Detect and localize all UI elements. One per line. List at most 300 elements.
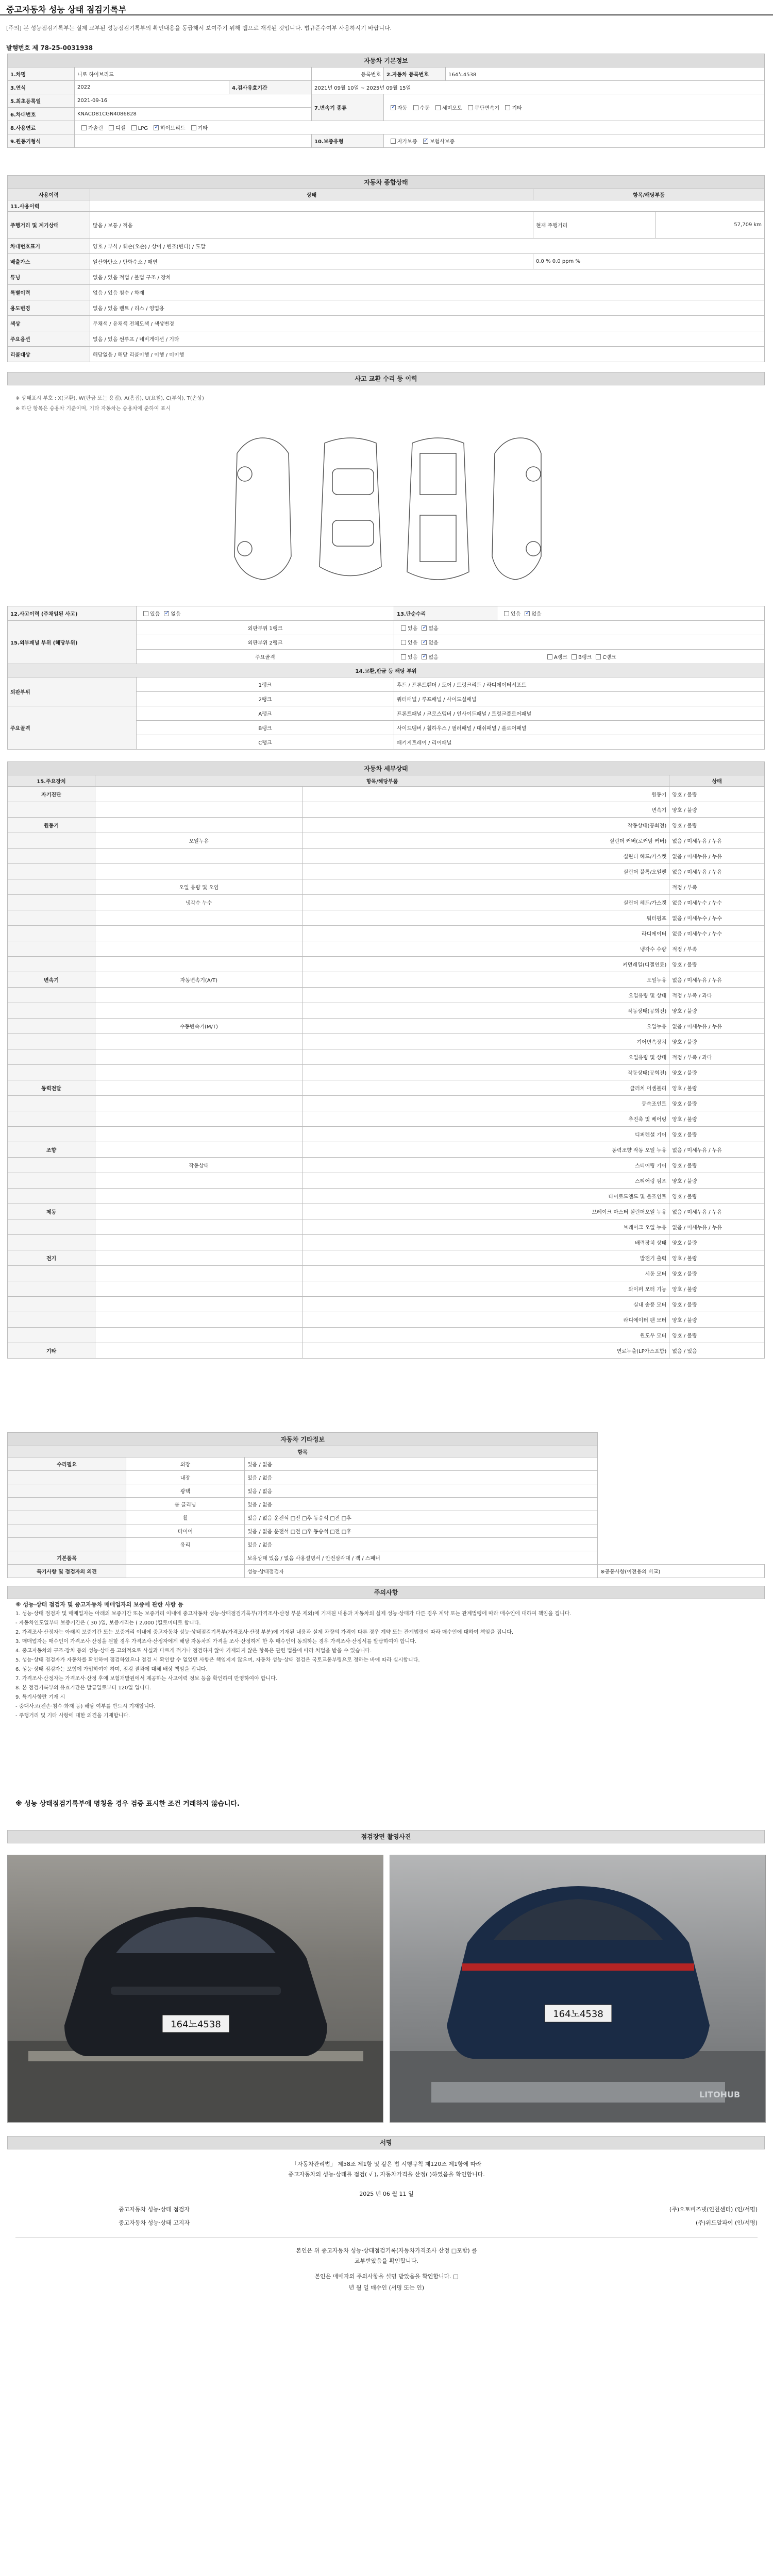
model-year-label: 3.연식: [8, 81, 75, 94]
detail-state: 없음 / 미세누수 / 누수: [669, 895, 765, 910]
other-group: 특기사항 및 점검자의 의견: [8, 1565, 126, 1578]
other-item: [126, 1565, 245, 1578]
checkbox-icon: [468, 105, 473, 110]
frame-value: 있음✓ 없음 A랭크 B랭크 C랭크: [394, 650, 765, 664]
first-reg-value: 2021-09-16: [75, 94, 312, 108]
detail-device: [8, 941, 95, 957]
car-name-label: 1.차명: [8, 67, 75, 81]
other-item: 룸 클리닝: [126, 1498, 245, 1511]
detail-group: [95, 1189, 303, 1204]
warranty-opt: 자가보증: [397, 139, 417, 145]
detail-group: 오일 유량 및 오염: [95, 879, 303, 895]
detail-row: [8, 1328, 765, 1343]
car-name-value: 니로 하이브리드: [75, 67, 312, 81]
detail-group: [95, 1328, 303, 1343]
general-row-state: [90, 200, 765, 212]
inspection-photo-rear: [390, 1855, 766, 2123]
detail-row: [8, 910, 765, 926]
section-accident-title: 사고 교환 수리 등 이력: [7, 372, 765, 385]
detail-item: 타이로드엔드 및 볼조인트: [303, 1189, 669, 1204]
simple-repair-value: 있음✓ 없음: [497, 606, 765, 621]
inspector-name: (주)오토비즈넷(인천센터) (인/서명): [669, 2206, 758, 2213]
dealer-label: 중고자동차 성능·상태 고지자: [119, 2219, 190, 2226]
checkbox-icon: [401, 640, 406, 645]
basic-info-table: [7, 54, 765, 148]
detail-group: [95, 1111, 303, 1127]
other-item: 내장: [126, 1471, 245, 1484]
outer-panel-group-label: 외판부위: [8, 677, 137, 706]
detail-row: [8, 787, 765, 802]
warning-text: ※ 성능 상태점검기록부에 명칭을 경우 검증 표시한 조건 거래하지 않습니다.: [15, 1800, 240, 1808]
checkbox-icon: [547, 654, 552, 659]
detail-state: 양호 / 불량: [669, 1111, 765, 1127]
detail-col-item: 항목/해당부품: [95, 775, 669, 787]
detail-state: 양호 / 불량: [669, 1127, 765, 1142]
reg-number-label: 등록번호: [312, 67, 384, 81]
detail-state: 양호 / 불량: [669, 818, 765, 833]
detail-item: 커먼레일(디젤연료): [303, 957, 669, 972]
other-row: [8, 1484, 765, 1498]
note-line: 5. 성능·상태 점검자가 자동차를 확인하여 점검하였으나 점검 시 확인할 수 없었던 사항은 책임지지 않으며, 자동차 성능·상태 점검은 국토교통부령으로 정하는 바에 따라 실시합니다.: [15, 1657, 420, 1663]
other-row: [8, 1524, 765, 1538]
detail-row: [8, 1250, 765, 1266]
detail-state: 없음 / 있음: [669, 1343, 765, 1359]
detail-item: 오일누유: [303, 972, 669, 988]
detail-row: [8, 849, 765, 864]
trans-opt: 자동: [397, 106, 408, 111]
note-line: - 중대사고(전손·침수·화재 등) 해당 여부를 반드시 기재합니다.: [15, 1704, 156, 1709]
detail-state: 양호 / 불량: [669, 802, 765, 818]
license-plate-rear: 164노4538: [553, 2009, 603, 2020]
other-group: [8, 1524, 126, 1538]
detail-group: [95, 1219, 303, 1235]
detail-item: 라디에이터 팬 모터: [303, 1312, 669, 1328]
legend-line-1: ※ 상태표시 부호 : X(교환), W(판금 또는 용접), A(흠집), U(요철), C(부식), T(손상): [15, 396, 204, 401]
detail-group: [95, 1080, 303, 1096]
detail-state: 없음 / 미세누유 / 누유: [669, 864, 765, 879]
rank-label: B랭크: [137, 721, 394, 735]
checkbox-icon: [391, 139, 396, 144]
detail-group: [95, 1343, 303, 1359]
rank-label: 2랭크: [137, 692, 394, 706]
other-item: 휠: [126, 1511, 245, 1524]
detail-group: [95, 926, 303, 941]
receipt-line-1: 본인은 위 중고자동차 성능·상태점검기록(자동차가격조사 산정 □포함) 를: [296, 2247, 477, 2254]
detail-item: 워터펌프: [303, 910, 669, 926]
detail-item: 실린더 블록/오일팬: [303, 864, 669, 879]
detail-state: 없음 / 미세누유 / 누유: [669, 1219, 765, 1235]
detail-device: 전기: [8, 1250, 95, 1266]
section-other-title: 자동차 기타정보: [8, 1433, 598, 1446]
warranty-options: [384, 134, 765, 148]
detail-row: [8, 1343, 765, 1359]
detail-row: [8, 895, 765, 910]
outer-rank1-value: 있음✓ 없음: [394, 621, 765, 635]
detail-state: 양호 / 불량: [669, 787, 765, 802]
other-row: [8, 1551, 765, 1565]
fuel-opt: 기타: [197, 126, 208, 131]
detail-state: 없음 / 미세누수 / 누수: [669, 926, 765, 941]
checkbox-icon: [109, 125, 114, 130]
notes-list: [15, 1601, 758, 1722]
detail-group: [95, 1266, 303, 1281]
legend-line-2: ※ 하단 항목은 승용차 기준이며, 기타 자동차는 승용차에 준하여 표시: [15, 406, 171, 412]
detail-item: 실린더 헤드/가스켓: [303, 849, 669, 864]
other-item: 타이어: [126, 1524, 245, 1538]
detail-row: [8, 1096, 765, 1111]
other-group: [8, 1511, 126, 1524]
mileage-label: 현재 주행거리: [533, 212, 656, 239]
transmission-label: 7.변속기 종류: [312, 94, 384, 121]
detail-group: 자동변속기(A/T): [95, 972, 303, 988]
other-row: [8, 1538, 765, 1551]
note-line: ※ 성능·상태 점검자 및 중고자동차 매매업자의 보증에 관한 사항 등: [15, 1601, 183, 1608]
checkbox-icon: [505, 105, 510, 110]
detail-item: 스티어링 기어: [303, 1158, 669, 1173]
detail-state: 없음 / 미세누유 / 누유: [669, 833, 765, 849]
detail-state: 없음 / 미세누유 / 누유: [669, 1019, 765, 1034]
detail-group: [95, 1003, 303, 1019]
detail-device: 동력전달: [8, 1080, 95, 1096]
other-extra: ※공통사항(이전용의 비교): [598, 1565, 765, 1578]
detail-row: [8, 1142, 765, 1158]
detail-group: [95, 910, 303, 926]
emission-value: 0.0 % 0.0 ppm %: [533, 254, 765, 269]
detail-item: 브레이크 오일 누유: [303, 1219, 669, 1235]
detail-group: [95, 1250, 303, 1266]
accident-summary-table: [7, 606, 765, 750]
detail-item: 배력장치 상태: [303, 1235, 669, 1250]
vin-label: 6.차대번호: [8, 108, 75, 121]
detail-group: 오일누유: [95, 833, 303, 849]
car-damage-diagram: [227, 433, 546, 587]
inspection-photo-front: [7, 1855, 383, 2123]
general-row-label: 차대번호표기: [8, 239, 90, 254]
frame-group-label: 주요골격: [8, 706, 137, 750]
other-group: 수리필요: [8, 1458, 126, 1471]
other-row: [8, 1458, 765, 1471]
general-row-label: 11.사용이력: [8, 200, 90, 212]
detail-row: [8, 1266, 765, 1281]
detail-row: [8, 1127, 765, 1142]
detail-row: [8, 1080, 765, 1096]
detail-state: 양호 / 불량: [669, 1080, 765, 1096]
checkbox-icon: [143, 611, 148, 616]
rank-label: A랭크: [137, 706, 394, 721]
detail-device: [8, 1003, 95, 1019]
general-row-label: 배출가스: [8, 254, 90, 269]
general-row-state: 많음 / 보통 / 적음: [90, 212, 533, 239]
a-rank-parts: 프론트패널 / 크로스멤버 / 인사이드패널 / 트렁크플로어패널: [394, 706, 765, 721]
detail-device: [8, 1312, 95, 1328]
fuel-opt: 하이브리드: [160, 126, 186, 131]
rank-label: C랭크: [137, 735, 394, 750]
detail-device: [8, 957, 95, 972]
detail-item: 실린더 헤드/가스켓: [303, 895, 669, 910]
detail-device: [8, 1111, 95, 1127]
dealer-name: (주)위드알파이 (인/서명): [695, 2219, 758, 2226]
outer-rank1-label: 외판부위 1랭크: [137, 621, 394, 635]
note-line: 6. 성능·상태 점검자는 보험에 가입하여야 하며, 점검 결과에 대해 배상 책임을 집니다.: [15, 1667, 208, 1672]
detail-device: [8, 926, 95, 941]
other-state: 보유상태 있음 / 없음 사용설명서 / 안전삼각대 / 잭 / 스패너: [245, 1551, 598, 1565]
detail-item: 추진축 및 베어링: [303, 1111, 669, 1127]
detail-device: [8, 1096, 95, 1111]
other-state: 성능·상태점검자: [245, 1565, 598, 1578]
model-year-value: 2022: [75, 81, 229, 94]
other-group: [8, 1538, 126, 1551]
detail-item: 작동상태(공회전): [303, 1003, 669, 1019]
fuel-opt: 가솔린: [88, 126, 103, 131]
detail-group: [95, 1312, 303, 1328]
detail-device: [8, 1235, 95, 1250]
detail-device: [8, 1219, 95, 1235]
other-row: [8, 1511, 765, 1524]
detail-state: 양호 / 불량: [669, 1266, 765, 1281]
checkbox-icon: [423, 139, 428, 144]
simple-repair-label: 13.단순수리: [394, 606, 497, 621]
detail-device: [8, 879, 95, 895]
note-line: - 주행거리 및 기타 사항에 대한 의견을 기재합니다.: [15, 1713, 130, 1719]
other-item: 유리: [126, 1538, 245, 1551]
detail-row: [8, 1034, 765, 1049]
checkbox-icon: [164, 611, 169, 616]
detail-item: 원동기: [303, 787, 669, 802]
detail-group: [95, 1096, 303, 1111]
other-state: 있음 / 없음: [245, 1498, 598, 1511]
other-state: 있음 / 없음 운전석 □전 □후 동승석 □전 □후: [245, 1511, 598, 1524]
checkbox-icon: [422, 625, 427, 631]
checkbox-icon: [422, 654, 427, 659]
signature-statement-1: 「자동차관리법」 제58조 제1항 및 같은 법 시행규칙 제120조 제1항에 따라: [291, 2161, 482, 2167]
detail-state: 양호 / 불량: [669, 1328, 765, 1343]
detail-row: [8, 1204, 765, 1219]
detail-group: [95, 1173, 303, 1189]
detail-item: 시동 모터: [303, 1266, 669, 1281]
detail-device: [8, 833, 95, 849]
detail-item: 브레이크 마스터 실린더오일 누유: [303, 1204, 669, 1219]
checkbox-icon: [596, 654, 601, 659]
general-row-label: 용도변경: [8, 300, 90, 316]
accident-history-label: 12.사고이력 (주채임된 사고): [8, 606, 137, 621]
detail-item: 변속기: [303, 802, 669, 818]
detail-item: 클러치 어셈블리: [303, 1080, 669, 1096]
fuel-opt: LPG: [138, 126, 148, 131]
detail-group: [95, 1034, 303, 1049]
detail-device: [8, 1127, 95, 1142]
detail-row: [8, 1065, 765, 1080]
detail-row: [8, 1049, 765, 1065]
detail-device: 조향: [8, 1142, 95, 1158]
detail-device: [8, 1065, 95, 1080]
detail-row: [8, 879, 765, 895]
detail-row: [8, 818, 765, 833]
repair-parts-title: 14.교환,판금 등 해당 부위: [8, 664, 765, 677]
general-row-state: 없음 / 있음 렌트 / 리스 / 영업용: [90, 300, 765, 316]
detail-state-table: [7, 761, 765, 1359]
detail-row: [8, 941, 765, 957]
detail-group: [95, 818, 303, 833]
title-divider: [0, 14, 773, 15]
general-row-state: 무채색 / 유채색 전체도색 / 색상변경: [90, 316, 765, 331]
detail-row: [8, 1189, 765, 1204]
fuel-options: [75, 121, 765, 134]
detail-group: [95, 941, 303, 957]
note-line: 7. 가격조사·산정자는 가격조사·산정 후에 보험개발원에서 제공하는 사고이력 정보 등을 확인하여 반영하여야 합니다.: [15, 1676, 278, 1682]
checkbox-icon: [131, 125, 137, 130]
engine-type-value: [75, 134, 312, 148]
detail-group: [95, 1065, 303, 1080]
trans-opt: 무단변속기: [474, 106, 500, 111]
signature-date: 2025 년 06 월 11 일: [359, 2191, 414, 2197]
document-title: 중고자동차 성능 상태 점검기록부: [6, 5, 127, 14]
detail-row: [8, 1312, 765, 1328]
detail-device: [8, 1173, 95, 1189]
detail-row: [8, 972, 765, 988]
detail-device: [8, 864, 95, 879]
detail-item: 스티어링 펌프: [303, 1173, 669, 1189]
note-line: 1. 성능·상태 점검자 및 매매업자는 아래의 보증기간 또는 보증거리 이내에 중고자동차 성능·상태점검기록부(가격조사·산정 부분 제외)에 기재된 내용과 자동차의 실제 성능·상태가 다른 경우 계약 또는 관계법령에 따라 매수인에 대하여 책임을 집니다.: [15, 1611, 572, 1617]
reg-number-label-2: 2.자동차 등록번호: [384, 67, 446, 81]
detail-item: 등속조인트: [303, 1096, 669, 1111]
general-row-state: 없음 / 있음 썬루프 / 네비게이션 / 기타: [90, 331, 765, 347]
detail-item: 발전기 출력: [303, 1250, 669, 1266]
checkbox-icon: [413, 105, 418, 110]
inspection-period-label: 4.검사유효기간: [229, 81, 312, 94]
detail-device: [8, 1189, 95, 1204]
detail-group: [95, 988, 303, 1003]
detail-device: 변속기: [8, 972, 95, 988]
fuel-opt: 디젤: [115, 126, 126, 131]
general-col-history: 사용이력: [8, 189, 90, 200]
section-notes-title: 주의사항: [7, 1586, 765, 1599]
detail-item: 오일유량 및 상태: [303, 1049, 669, 1065]
car-rear-photo: [390, 1855, 766, 2123]
other-row: [8, 1498, 765, 1511]
general-row-state: 없음 / 있음 적법 / 불법 구조 / 장치: [90, 269, 765, 285]
detail-row: [8, 833, 765, 849]
detail-state: 양호 / 불량: [669, 1312, 765, 1328]
detail-item: 디퍼렌셜 기어: [303, 1127, 669, 1142]
detail-row: [8, 1019, 765, 1034]
detail-col-state: 상태: [669, 775, 765, 787]
detail-device: [8, 895, 95, 910]
other-item: 광택: [126, 1484, 245, 1498]
reg-number-value: 164노4538: [446, 67, 765, 81]
other-row: [8, 1565, 765, 1578]
detail-group: [95, 1281, 303, 1297]
detail-row: [8, 1235, 765, 1250]
checkbox-icon: [525, 611, 530, 616]
checkbox-icon: [504, 611, 509, 616]
general-state-table: [7, 175, 765, 362]
detail-row: [8, 1173, 765, 1189]
general-row-state: 해당없음 / 해당 리콜이행 / 이행 / 미이행: [90, 347, 765, 362]
b-rank-parts: 사이드멤버 / 휠하우스 / 필러패널 / 대쉬패널 / 플로어패널: [394, 721, 765, 735]
checkbox-icon: [435, 105, 441, 110]
detail-state: 없음 / 미세누유 / 누유: [669, 1204, 765, 1219]
detail-device: 원동기: [8, 818, 95, 833]
general-row-label: 주요옵션: [8, 331, 90, 347]
trans-opt: 수동: [419, 106, 430, 111]
detail-state: 양호 / 불량: [669, 1281, 765, 1297]
checkbox-icon: [391, 105, 396, 110]
other-col-items: 항목: [8, 1446, 598, 1458]
detail-device: [8, 910, 95, 926]
section-photos-title: 점검장면 촬영사진: [7, 1830, 765, 1843]
general-row-label: 색상: [8, 316, 90, 331]
note-line: 4. 중고자동차의 구조·장치 등의 성능·상태를 고의적으로 사실과 다르게 적거나 점검하지 않아 기재되지 않은 항목은 관련 법률에 따라 처벌을 받을 수 있습니다.: [15, 1648, 372, 1654]
frame-label: 주요골격: [137, 650, 394, 664]
detail-item: 동력조향 작동 오일 누유: [303, 1142, 669, 1158]
detail-item: 윈도우 모터: [303, 1328, 669, 1343]
other-group: 기본품목: [8, 1551, 126, 1565]
detail-group: [95, 787, 303, 802]
detail-state: 없음 / 미세누수 / 누수: [669, 910, 765, 926]
detail-group: [95, 802, 303, 818]
outer-rank2-label: 외판부위 2랭크: [137, 635, 394, 650]
accident-history-value: 있음✓ 없음: [137, 606, 394, 621]
detail-state: 양호 / 불량: [669, 1189, 765, 1204]
detail-device: [8, 1328, 95, 1343]
other-item: [126, 1551, 245, 1565]
other-group: [8, 1471, 126, 1484]
trans-opt: 기타: [512, 106, 522, 111]
detail-device: [8, 1266, 95, 1281]
detail-group: [95, 1235, 303, 1250]
detail-state: 없음 / 미세누유 / 누유: [669, 1142, 765, 1158]
rank-label: 1랭크: [137, 677, 394, 692]
detail-device: [8, 1034, 95, 1049]
detail-state: 양호 / 불량: [669, 1297, 765, 1312]
detail-device: [8, 1297, 95, 1312]
detail-state: 양호 / 불량: [669, 1235, 765, 1250]
engine-type-label: 9.원동기형식: [8, 134, 75, 148]
checkbox-icon: [401, 654, 406, 659]
detail-group: 냉각수 누수: [95, 895, 303, 910]
checkbox-icon: [81, 125, 87, 130]
other-row: [8, 1471, 765, 1484]
other-item: 외장: [126, 1458, 245, 1471]
detail-group: [95, 864, 303, 879]
other-info-table: [7, 1432, 765, 1578]
transmission-options: [384, 94, 765, 121]
section-general-title: 자동차 종합상태: [8, 176, 765, 189]
mileage-value: 57,709 km: [655, 212, 764, 239]
note-line: - 자동차인도일부터 보증기간은 ( 30 )일, 보증거리는 ( 2,000 )킬로미터로 합니다.: [15, 1620, 201, 1626]
detail-state: 없음 / 미세누유 / 누유: [669, 972, 765, 988]
detail-row: [8, 926, 765, 941]
detail-row: [8, 1003, 765, 1019]
general-row-label: 특별이력: [8, 285, 90, 300]
detail-group: 작동상태: [95, 1158, 303, 1173]
rank2-parts: 쿼터패널 / 루프패널 / 사이드실패널: [394, 692, 765, 706]
detail-item: 냉각수 수량: [303, 941, 669, 957]
other-state: 있음 / 없음: [245, 1458, 598, 1471]
general-row-state: 없음 / 있음 침수 / 화재: [90, 285, 765, 300]
detail-row: [8, 864, 765, 879]
vin-value: KNACD81CGN4086828: [75, 108, 312, 121]
signature-statement-2: 중고자동차의 성능·상태를 점검( √ ), 자동차가격을 산정( )하였음을 확인합니다.: [288, 2171, 485, 2178]
rank1-parts: 후드 / 프론트휀더 / 도어 / 트렁크리드 / 라디에이터서포트: [394, 677, 765, 692]
detail-row: [8, 802, 765, 818]
warranty-opt: 보험사보증: [429, 139, 455, 145]
accident-area-label: 15.외부패널 부위 (해당부위): [8, 621, 137, 664]
detail-device: 제동: [8, 1204, 95, 1219]
other-group: [8, 1498, 126, 1511]
receipt-line-2: 교부받았음을 확인합니다.: [355, 2258, 418, 2264]
detail-state: 양호 / 불량: [669, 1173, 765, 1189]
